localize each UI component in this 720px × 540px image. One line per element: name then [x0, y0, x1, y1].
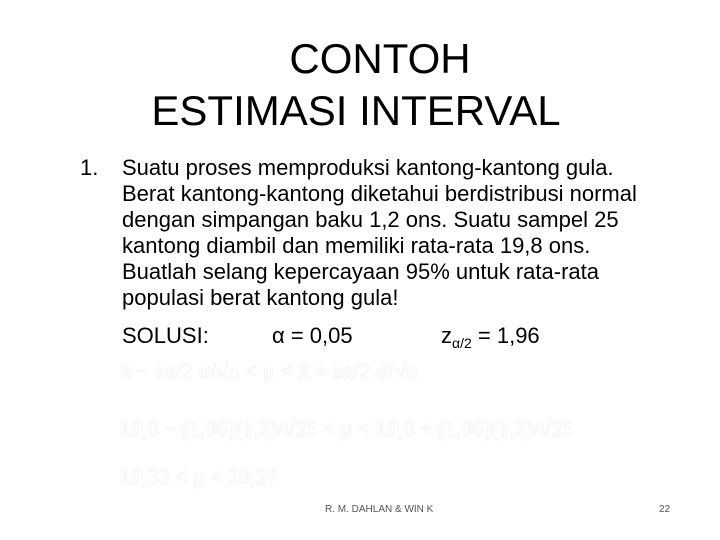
z-subscript: α/2: [452, 335, 472, 351]
problem-line: dengan simpangan baku 1,2 ons. Suatu sampel 25: [122, 207, 619, 232]
problem-line: Suatu proses memproduksi kantong-kantong gula.: [122, 155, 614, 180]
faint-formula-line-2: 19,8 − (1,96)(1,2)/√25 < μ < 19,8 + (1,96)(1,2)/√25: [120, 416, 574, 441]
alpha-value: α = 0,05: [272, 323, 353, 348]
problem-line: Berat kantong-kantong diketahui berdistribusi normal: [122, 181, 637, 206]
faint-formula-line-3: 19,33 < μ < 20,27: [120, 464, 278, 489]
z-value: = 1,96: [471, 323, 540, 348]
solution-label: SOLUSI:: [122, 323, 209, 348]
list-item-number: 1.: [80, 155, 99, 180]
problem-statement: [122, 155, 720, 311]
slide-title-line-1: CONTOH: [289, 35, 471, 82]
page-number: 22: [659, 504, 671, 515]
slide-title-line-2: ESTIMASI INTERVAL: [151, 87, 561, 134]
z-critical-value: [441, 323, 540, 356]
problem-line: populasi berat kantong gula!: [122, 285, 399, 310]
z-symbol: z: [441, 323, 452, 348]
faint-formula-line-1: x̄ − zα/2 σ/√n < μ < x̄ + zα/2 σ/√n: [120, 358, 418, 383]
problem-line: kantong diambil dan memiliki rata-rata 19,8 ons.: [122, 233, 591, 258]
problem-line: Buatlah selang kepercayaan 95% untuk rata-rata: [122, 259, 599, 284]
footer-author: R. M. DAHLAN & WIN K: [325, 504, 434, 515]
